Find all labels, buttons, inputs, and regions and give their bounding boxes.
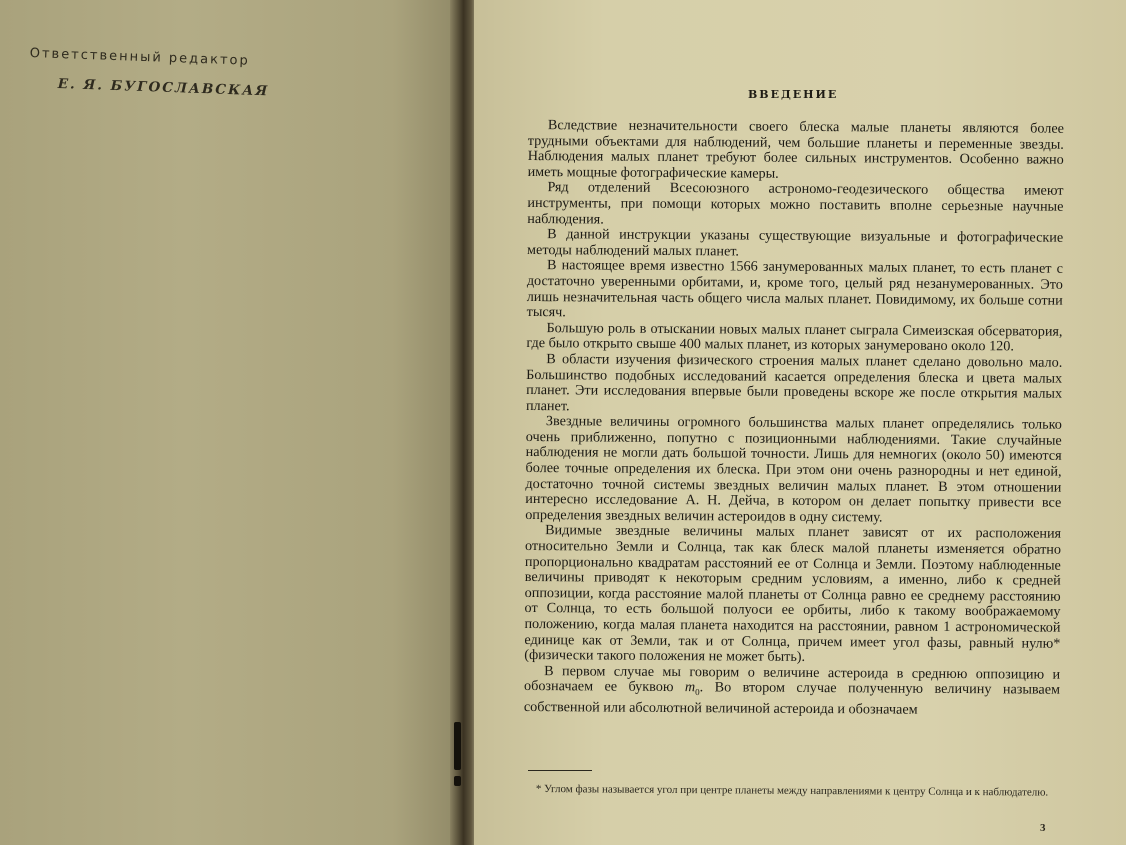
paragraph-8: Видимые звездные величины малых планет зависят от их расположения относительно Земли и Солнца, так как блеск малой планеты изменяется обратно пропорционально квадратам расстояний ее от Солнца и Земли. Поэтому наблюденные величины приводят к некоторым средним условиям, а именно, либо к средней оппозиции, когда расстояние малой планеты от Солнца равно ее среднему расстоянию от Солнца, то есть большой полуоси ее орбиты, либо к такому воображаемому положению, когда малая планета находится на расстоянии, равном 1 астрономической единице как от Земли, так и от Солнца, причем имеет угол фазы, равный нулю* (физически такого положения не может быть). [524,522,1062,666]
paragraph-1: Вследствие незначительности своего блеска малые планеты являются более трудными объектами для наблюдений, чем большие планеты и переменные звезды. Наблюдения малых планет требуют более сильных инструментов. Особенно важно иметь мощные фотографические камеры. [527,117,1064,182]
paragraph-5: Большую роль в отыскании новых малых планет сыграла Симеизская обсерватория, где было открыто свыше 400 малых планет, из которых занумеровано около 120. [526,319,1063,355]
editor-role: Ответственный редактор [29,46,250,69]
footnote: * Углом фазы называется угол при центре планеты между направлениями к центру Солнца и к наблюдателю. [535,783,1049,799]
magnitude-symbol: m [684,679,696,696]
binding-thread-mark [454,722,461,770]
paragraph-9-start: В первом случае мы говорим о величине астероида в среднюю оппозицию и обозначаем ее буквою [523,662,1061,696]
page-title: ВВЕДЕНИЕ [748,88,839,101]
editor-name: Е. Я. БУГОСЛАВСКАЯ [57,76,270,100]
paragraph-9 [524,664,1060,719]
paragraph-2: Ряд отделений Всесоюзного астрономо-геодезического общества имеют инструменты, при помощи которых можно поставить вполне серьезные научные наблюдения. [527,179,1064,228]
paragraph-3: В данной инструкции указаны существующие визуальные и фотографические методы наблюдений малых планет. [527,226,1064,260]
paragraph-7: Звездные величины огромного большинства малых планет определялись только очень приближенно, попутно с позиционными наблюдениями. Такие случайные наблюдения не могли дать большой точности. Лишь для немногих (около 50) имеются более точные определения их блеска. При этом они очень разнородны и нет единой, достаточно точной системы звездных величин малых планет. В этом отношении интересно исследование А. Н. Дейча, в котором он делает попытку привести все определения звездных величин астероидов в одну систему. [525,413,1062,526]
magnitude-subscript: 0 [695,687,700,698]
paragraph-9-end: . Во втором случае полученную величину называем собственной или абсолютной величиной астероида и обозначаем [523,679,1061,718]
paragraph-4: В настоящее время известно 1566 занумерованных малых планет, то есть планет с достаточно уверенными орбитами, и, кроме того, целый ряд незанумерованных. Это лишь незначительная часть общего числа малых планет. Повидимому, их больше сотни тысяч. [526,257,1064,321]
body-text [524,118,1064,719]
page-number: 3 [1040,822,1046,834]
left-page [0,0,462,845]
footnote-divider [528,770,592,771]
binding-thread-mark-small [454,776,461,786]
paragraph-6: В области изучения физического строения малых планет сделано довольно мало. Большинство подобных исследований касается определения блеска и цвета малых планет. Эти исследования впервые были проведены вскоре же после открытия малых планет. [525,351,1063,414]
